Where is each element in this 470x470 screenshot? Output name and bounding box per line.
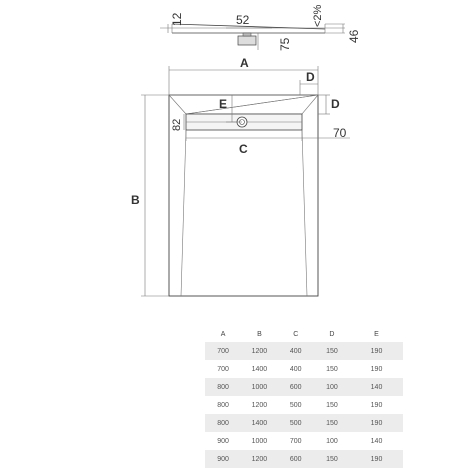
table-cell: 400 — [278, 342, 314, 360]
table-row — [205, 342, 403, 360]
table-cell: 140 — [350, 378, 403, 396]
table-cell: 1200 — [241, 342, 277, 360]
table-cell: 400 — [289, 365, 302, 373]
label-A: A — [240, 56, 249, 70]
table-cell: 150 — [314, 342, 350, 360]
dim-12: 12 — [170, 12, 184, 26]
table-row — [205, 360, 403, 378]
table-row — [205, 378, 403, 396]
label-C: C — [239, 142, 248, 156]
table-row — [205, 432, 403, 450]
dim-82: 82 — [171, 118, 183, 131]
column-header: A — [220, 330, 226, 338]
label-E: E — [219, 97, 228, 111]
column-header: C — [293, 330, 299, 338]
dim-75: 75 — [278, 37, 292, 51]
table-cell: 190 — [350, 414, 403, 432]
label-D-side: D — [331, 97, 340, 111]
table-cell: 1000 — [241, 378, 277, 396]
drain-body — [238, 36, 256, 45]
dimension-table — [205, 326, 403, 468]
table-cell: 190 — [350, 450, 403, 468]
table-cell: 1200 — [251, 401, 268, 409]
table-header-row — [205, 326, 403, 342]
dim-52: 52 — [236, 13, 250, 27]
table-row — [205, 396, 403, 414]
column-header: E — [374, 330, 379, 338]
table-cell: 100 — [314, 378, 350, 396]
dim-70: 70 — [333, 126, 347, 140]
table-cell: 600 — [278, 450, 314, 468]
table-cell: 600 — [278, 378, 314, 396]
table-cell: 1400 — [251, 365, 268, 373]
table-row — [205, 450, 403, 468]
table-cell: 1000 — [251, 437, 268, 445]
label-D-top: D — [306, 70, 315, 84]
table-cell: 1400 — [241, 414, 277, 432]
table-cell: 500 — [289, 401, 302, 409]
dim-slope: <2% — [312, 4, 324, 27]
table-cell: 150 — [326, 365, 338, 373]
table-cell: 500 — [278, 414, 314, 432]
table-cell: 700 — [217, 365, 229, 373]
table-cell: 700 — [205, 342, 241, 360]
table-cell: 190 — [370, 401, 383, 409]
plan-view — [131, 56, 350, 296]
table-cell: 700 — [289, 437, 302, 445]
table-cell: 190 — [370, 365, 383, 373]
table-cell: 150 — [314, 414, 350, 432]
table-cell: 100 — [326, 437, 338, 445]
column-header: D — [329, 330, 335, 338]
label-B: B — [131, 193, 140, 207]
dim-46: 46 — [347, 29, 361, 43]
table-row — [205, 414, 403, 432]
table-cell: 800 — [205, 378, 241, 396]
table-cell: 140 — [370, 437, 383, 445]
table-cell: 900 — [217, 437, 229, 445]
table-cell: 190 — [350, 342, 403, 360]
table-cell: 150 — [326, 401, 338, 409]
column-header: B — [257, 330, 262, 338]
table-cell: 800 — [217, 401, 229, 409]
table-cell: 800 — [205, 414, 241, 432]
table-cell: 900 — [205, 450, 241, 468]
table-cell: 1200 — [241, 450, 277, 468]
side-profile — [160, 4, 361, 51]
table-cell: 150 — [314, 450, 350, 468]
